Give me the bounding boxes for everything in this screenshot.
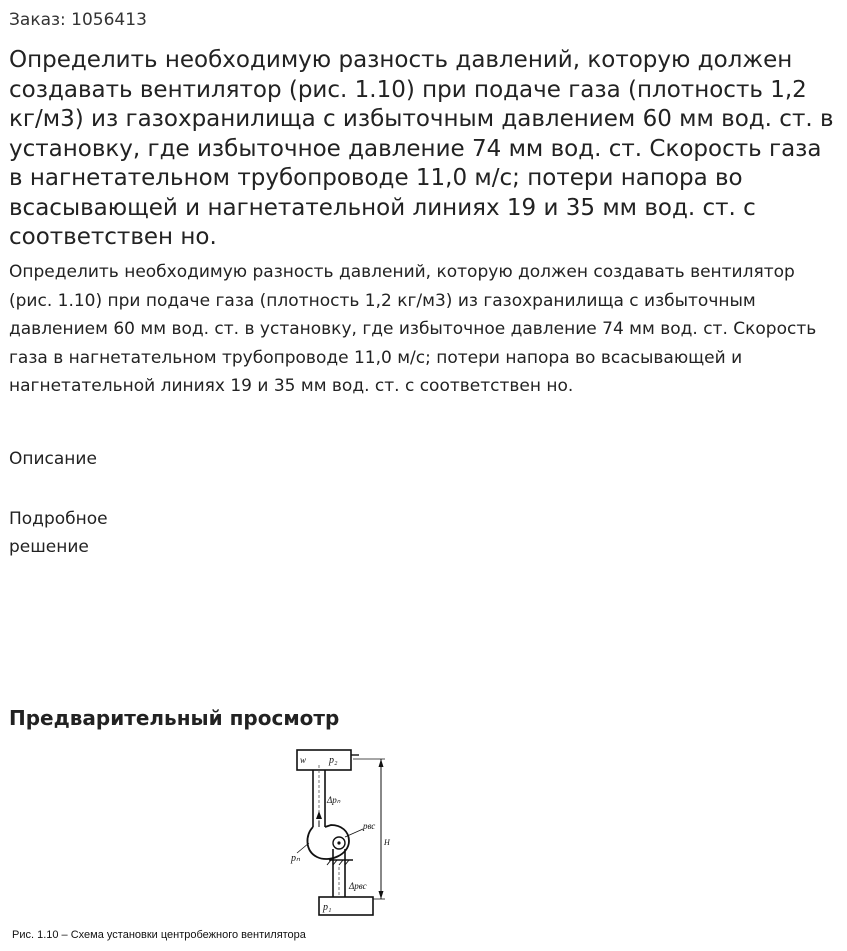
order-number: Заказ: 1056413 bbox=[9, 10, 147, 30]
height-arrow-bottom bbox=[379, 891, 384, 899]
height-arrow-top bbox=[379, 759, 384, 767]
label-dp-vs: Δpвс bbox=[349, 881, 367, 891]
label-p2: p₂ bbox=[329, 755, 338, 766]
flow-arrow-head bbox=[316, 811, 322, 819]
problem-heading: Определить необходимую разность давлений, которую должен создавать вентилятор (рис. 1.10) при подаче газа (плотность 1,2 кг/м3) из газохранилища с избыточным давлением 60 мм вод. ст. в установку, где избыточное давление 74 мм вод. ст. Скорость газа в нагнетательном трубопроводе 11,0 м/с; потери напора во всасывающей и нагнетательной линиях 19 и 35 мм вод. ст. с соответствен но. bbox=[9, 47, 834, 250]
label-h: H bbox=[384, 838, 390, 847]
label-dp-n: Δpₙ bbox=[327, 795, 341, 805]
description-label: Описание bbox=[9, 449, 97, 469]
fan-schematic-figure bbox=[283, 747, 413, 919]
preview-title: Предварительный просмотр bbox=[9, 706, 340, 730]
figure-caption: Рис. 1.10 – Схема установки центробежного вентилятора bbox=[12, 929, 306, 941]
problem-body: Определить необходимую разность давлений, которую должен создавать вентилятор (рис. 1.10) при подаче газа (плотность 1,2 кг/м3) из газохранилища с избыточным давлением 60 мм вод. ст. в установку, где избыточное давление 74 мм вод. ст. Скорость газа в нагнетательном трубопроводе 11,0 м/с; потери напора во всасывающей и нагнетательной линиях 19 и 35 мм вод. ст. с соответствен но. bbox=[9, 262, 817, 397]
pn-leader bbox=[297, 843, 309, 853]
fan-hub bbox=[337, 841, 340, 844]
label-p-n: pₙ bbox=[291, 853, 300, 864]
label-p1: p₁ bbox=[323, 902, 332, 913]
label-p-vs: pвс bbox=[363, 821, 376, 831]
fan-schematic-svg bbox=[283, 747, 413, 919]
solution-label: Подробное решение bbox=[9, 509, 108, 557]
label-w: w bbox=[300, 755, 307, 765]
